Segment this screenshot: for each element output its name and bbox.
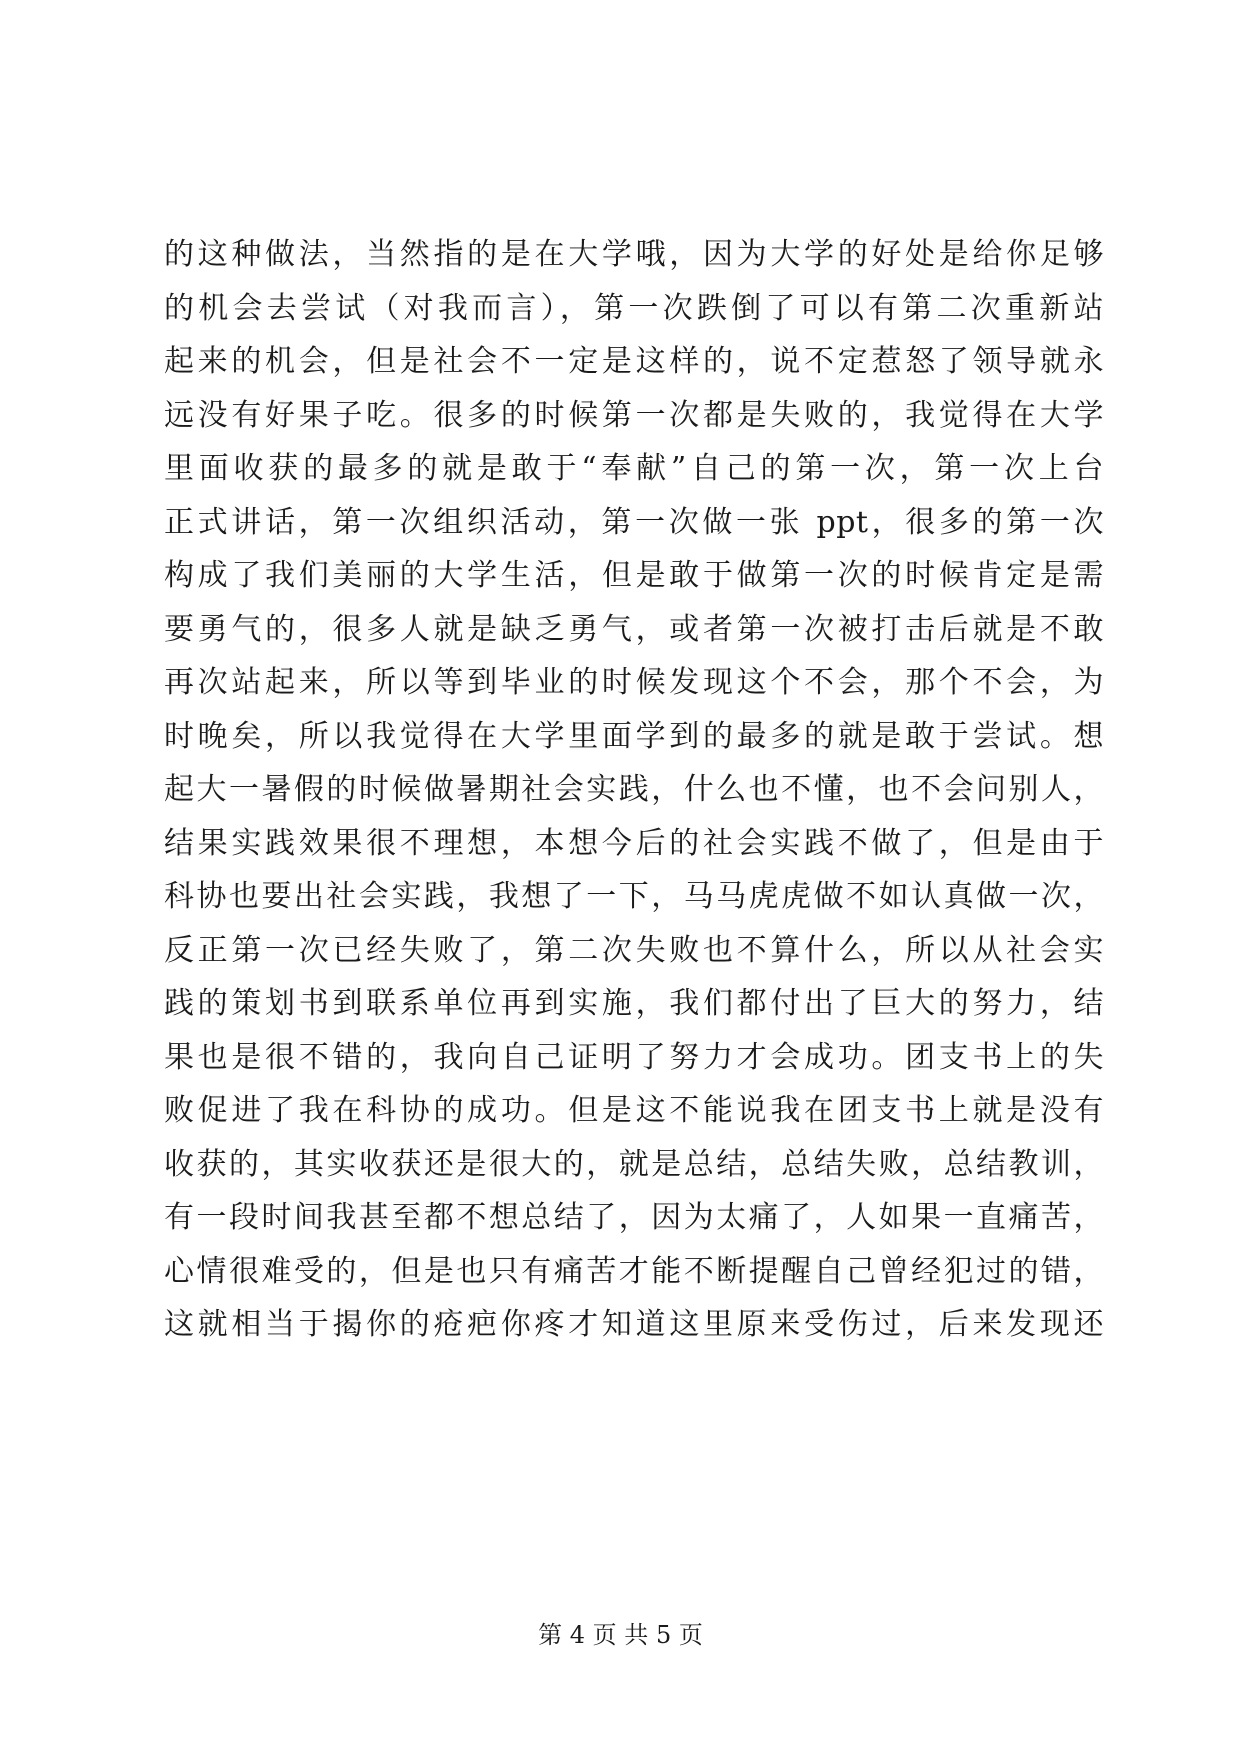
text-line: 起大一暑假的时候做暑期社会实践，什么也不懂，也不会问别人， <box>164 772 1104 807</box>
text-line: 收获的，其实收获还是很大的，就是总结，总结失败，总结教训， <box>164 1146 1104 1182</box>
body-text <box>164 228 1104 1352</box>
text-line: 时晚矣，所以我觉得在大学里面学到的最多的就是敢于尝试。想 <box>164 718 1104 754</box>
text-line: 构成了我们美丽的大学生活，但是敢于做第一次的时候肯定是需 <box>164 558 1104 593</box>
text-line: 践的策划书到联系单位再到实施，我们都付出了巨大的努力，结 <box>164 986 1104 1021</box>
text-line: 反正第一次已经失败了，第二次失败也不算什么，所以从社会实 <box>164 932 1104 968</box>
text-line: 里面收获的最多的就是敢于“奉献”自己的第一次，第一次上台 <box>164 451 1104 486</box>
text-line: 败促进了我在科协的成功。但是这不能说我在团支书上就是没有 <box>164 1093 1104 1128</box>
text-line: 结果实践效果很不理想，本想今后的社会实践不做了，但是由于 <box>164 825 1104 861</box>
page-number-footer: 第 4 页 共 5 页 <box>538 1621 703 1649</box>
text-line: 正式讲话，第一次组织活动，第一次做一张 ppt，很多的第一次 <box>164 504 1104 540</box>
text-line: 起来的机会，但是社会不一定是这样的，说不定惹怒了领导就永 <box>164 344 1104 379</box>
text-line: 的机会去尝试（对我而言），第一次跌倒了可以有第二次重新站 <box>164 290 1104 326</box>
text-line: 要勇气的，很多人就是缺乏勇气，或者第一次被打击后就是不敢 <box>164 611 1104 647</box>
text-line: 科协也要出社会实践，我想了一下，马马虎虎做不如认真做一次， <box>164 879 1104 914</box>
text-line: 再次站起来，所以等到毕业的时候发现这个不会，那个不会，为 <box>164 665 1104 700</box>
text-line: 有一段时间我甚至都不想总结了，因为太痛了，人如果一直痛苦， <box>164 1200 1104 1235</box>
text-line: 果也是很不错的，我向自己证明了努力才会成功。团支书上的失 <box>164 1039 1104 1075</box>
text-line: 远没有好果子吃。很多的时候第一次都是失败的，我觉得在大学 <box>164 397 1104 433</box>
text-line: 的这种做法，当然指的是在大学哦，因为大学的好处是给你足够 <box>164 237 1104 272</box>
text-line: 这就相当于揭你的疮疤你疼才知道这里原来受伤过，后来发现还 <box>164 1307 1104 1342</box>
text-line: 心情很难受的，但是也只有痛苦才能不断提醒自己曾经犯过的错， <box>164 1253 1104 1289</box>
